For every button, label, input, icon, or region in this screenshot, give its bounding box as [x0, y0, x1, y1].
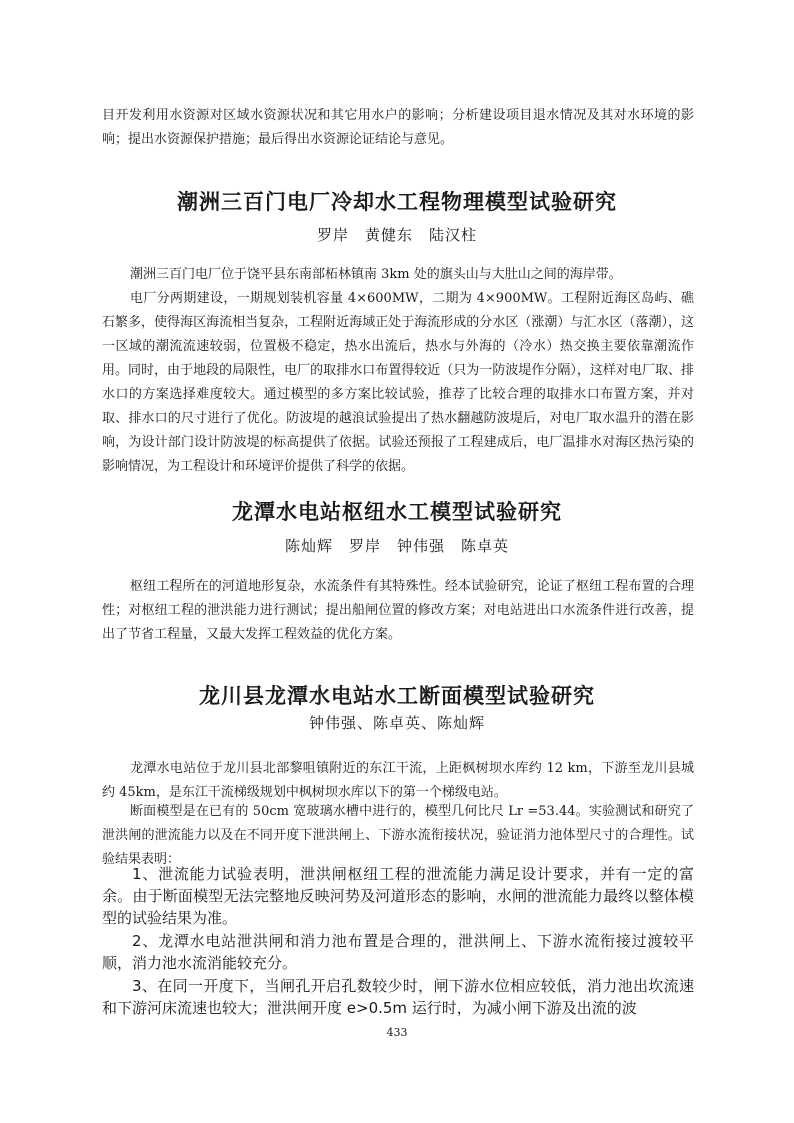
article-2-title: 龙潭水电站枢纽水工模型试验研究: [232, 499, 562, 524]
article-3-result-2: 2、龙潭水电站泄洪闸和消力池布置是合理的，泄洪闸上、下游水流衔接过渡较平顺，消力池水流消能较充分。: [102, 932, 694, 972]
article-3-paragraph-1: 龙潭水电站位于龙川县北部黎咀镇附近的东江干流，上距枫树坝水库约 12 km，下游至龙川县城约 45km，是东江干流梯级规划中枫树坝水库以下的第一个梯级电站。: [102, 761, 694, 800]
article-3-paragraph-2: 断面模型是在已有的 50cm 宽玻璃水槽中进行的，模型几何比尺 Lr =53.44。实验测试和研究了泄洪闸的泄流能力以及在不同开度下泄洪闸上、下游水流衔接状况，验证消力池体型尺寸的合理性。试验结果表明：: [102, 804, 694, 867]
article-2-authors: 陈灿辉 罗岸 钟伟强 陈卓英: [284, 537, 509, 555]
article-3-result-3: 3、在同一开度下，当闸孔开启孔数较少时，闸下游水位相应较低，消力池出坎流速和下游河床流速也较大；泄洪闸开度 e>0.5m 运行时，为减小闸下游及出流的波: [102, 977, 694, 1017]
article-1-authors: 罗岸 黄健东 陆汉柱: [316, 226, 477, 244]
article-3-result-1: 1、泄流能力试验表明，泄洪闸枢纽工程的泄流能力满足设计要求，并有一定的富余。由于断面模型无法完整地反映河势及河道形态的影响，水闸的泄流能力最终以整体模型的试验结果为准。: [102, 865, 694, 927]
article-1-title: 潮洲三百门电厂冷却水工程物理模型试验研究: [177, 189, 617, 214]
article-3-authors: 钟伟强、陈卓英、陈灿辉: [308, 714, 485, 732]
article-1-paragraph-2: 电厂分两期建设，一期规划装机容量 4×600MW，二期为 4×900MW。工程附近海区岛屿、礁石繁多，使得海区海流相当复杂，工程附近海域正处于海流形成的分水区（涨潮）与汇水区（落潮），这一区域的潮流流速较弱，位置极不稳定，热水出流后，热水与外海的（冷水）热交换主要依靠潮流作用。同时，由于地段的局限性，电厂的取排水口布置得较近（只为一防波堤作分隔），这样对电厂取、排水口的方案选择难度较大。通过模型的多方案比较试验，推荐了比较合理的取排水口布置方案，并对取、排水口的尺寸进行了优化。防波堤的越浪试验提出了热水翻越防波堤后，对电厂取水温升的潜在影响，为设计部门设计防波堤的标高提供了依据。试验还预报了工程建成后，电厂温排水对海区热污染的影响情况，为工程设计和环境评价提供了科学的依据。: [102, 291, 694, 474]
page-number: 433: [386, 1026, 408, 1039]
article-2-paragraph-1: 枢纽工程所在的河道地形复杂，水流条件有其特殊性。经本试验研究，论证了枢纽工程布置的合理性；对枢纽工程的泄洪能力进行测试；提出船闸位置的修改方案；对电站进出口水流条件进行改善，提出了节省工程量，又最大发挥工程效益的优化方案。: [102, 579, 694, 642]
article-3-title: 龙川县龙潭水电站水工断面模型试验研究: [199, 683, 595, 708]
intro-paragraph: 目开发利用水资源对区域水资源状况和其它用水户的影响；分析建设项目退水情况及其对水环境的影响；提出水资源保护措施；最后得出水资源论证结论与意见。: [102, 108, 694, 147]
article-1-paragraph-1: 潮洲三百门电厂位于饶平县东南部柘林镇南 3km 处的旗头山与大肚山之间的海岸带。: [130, 267, 622, 282]
